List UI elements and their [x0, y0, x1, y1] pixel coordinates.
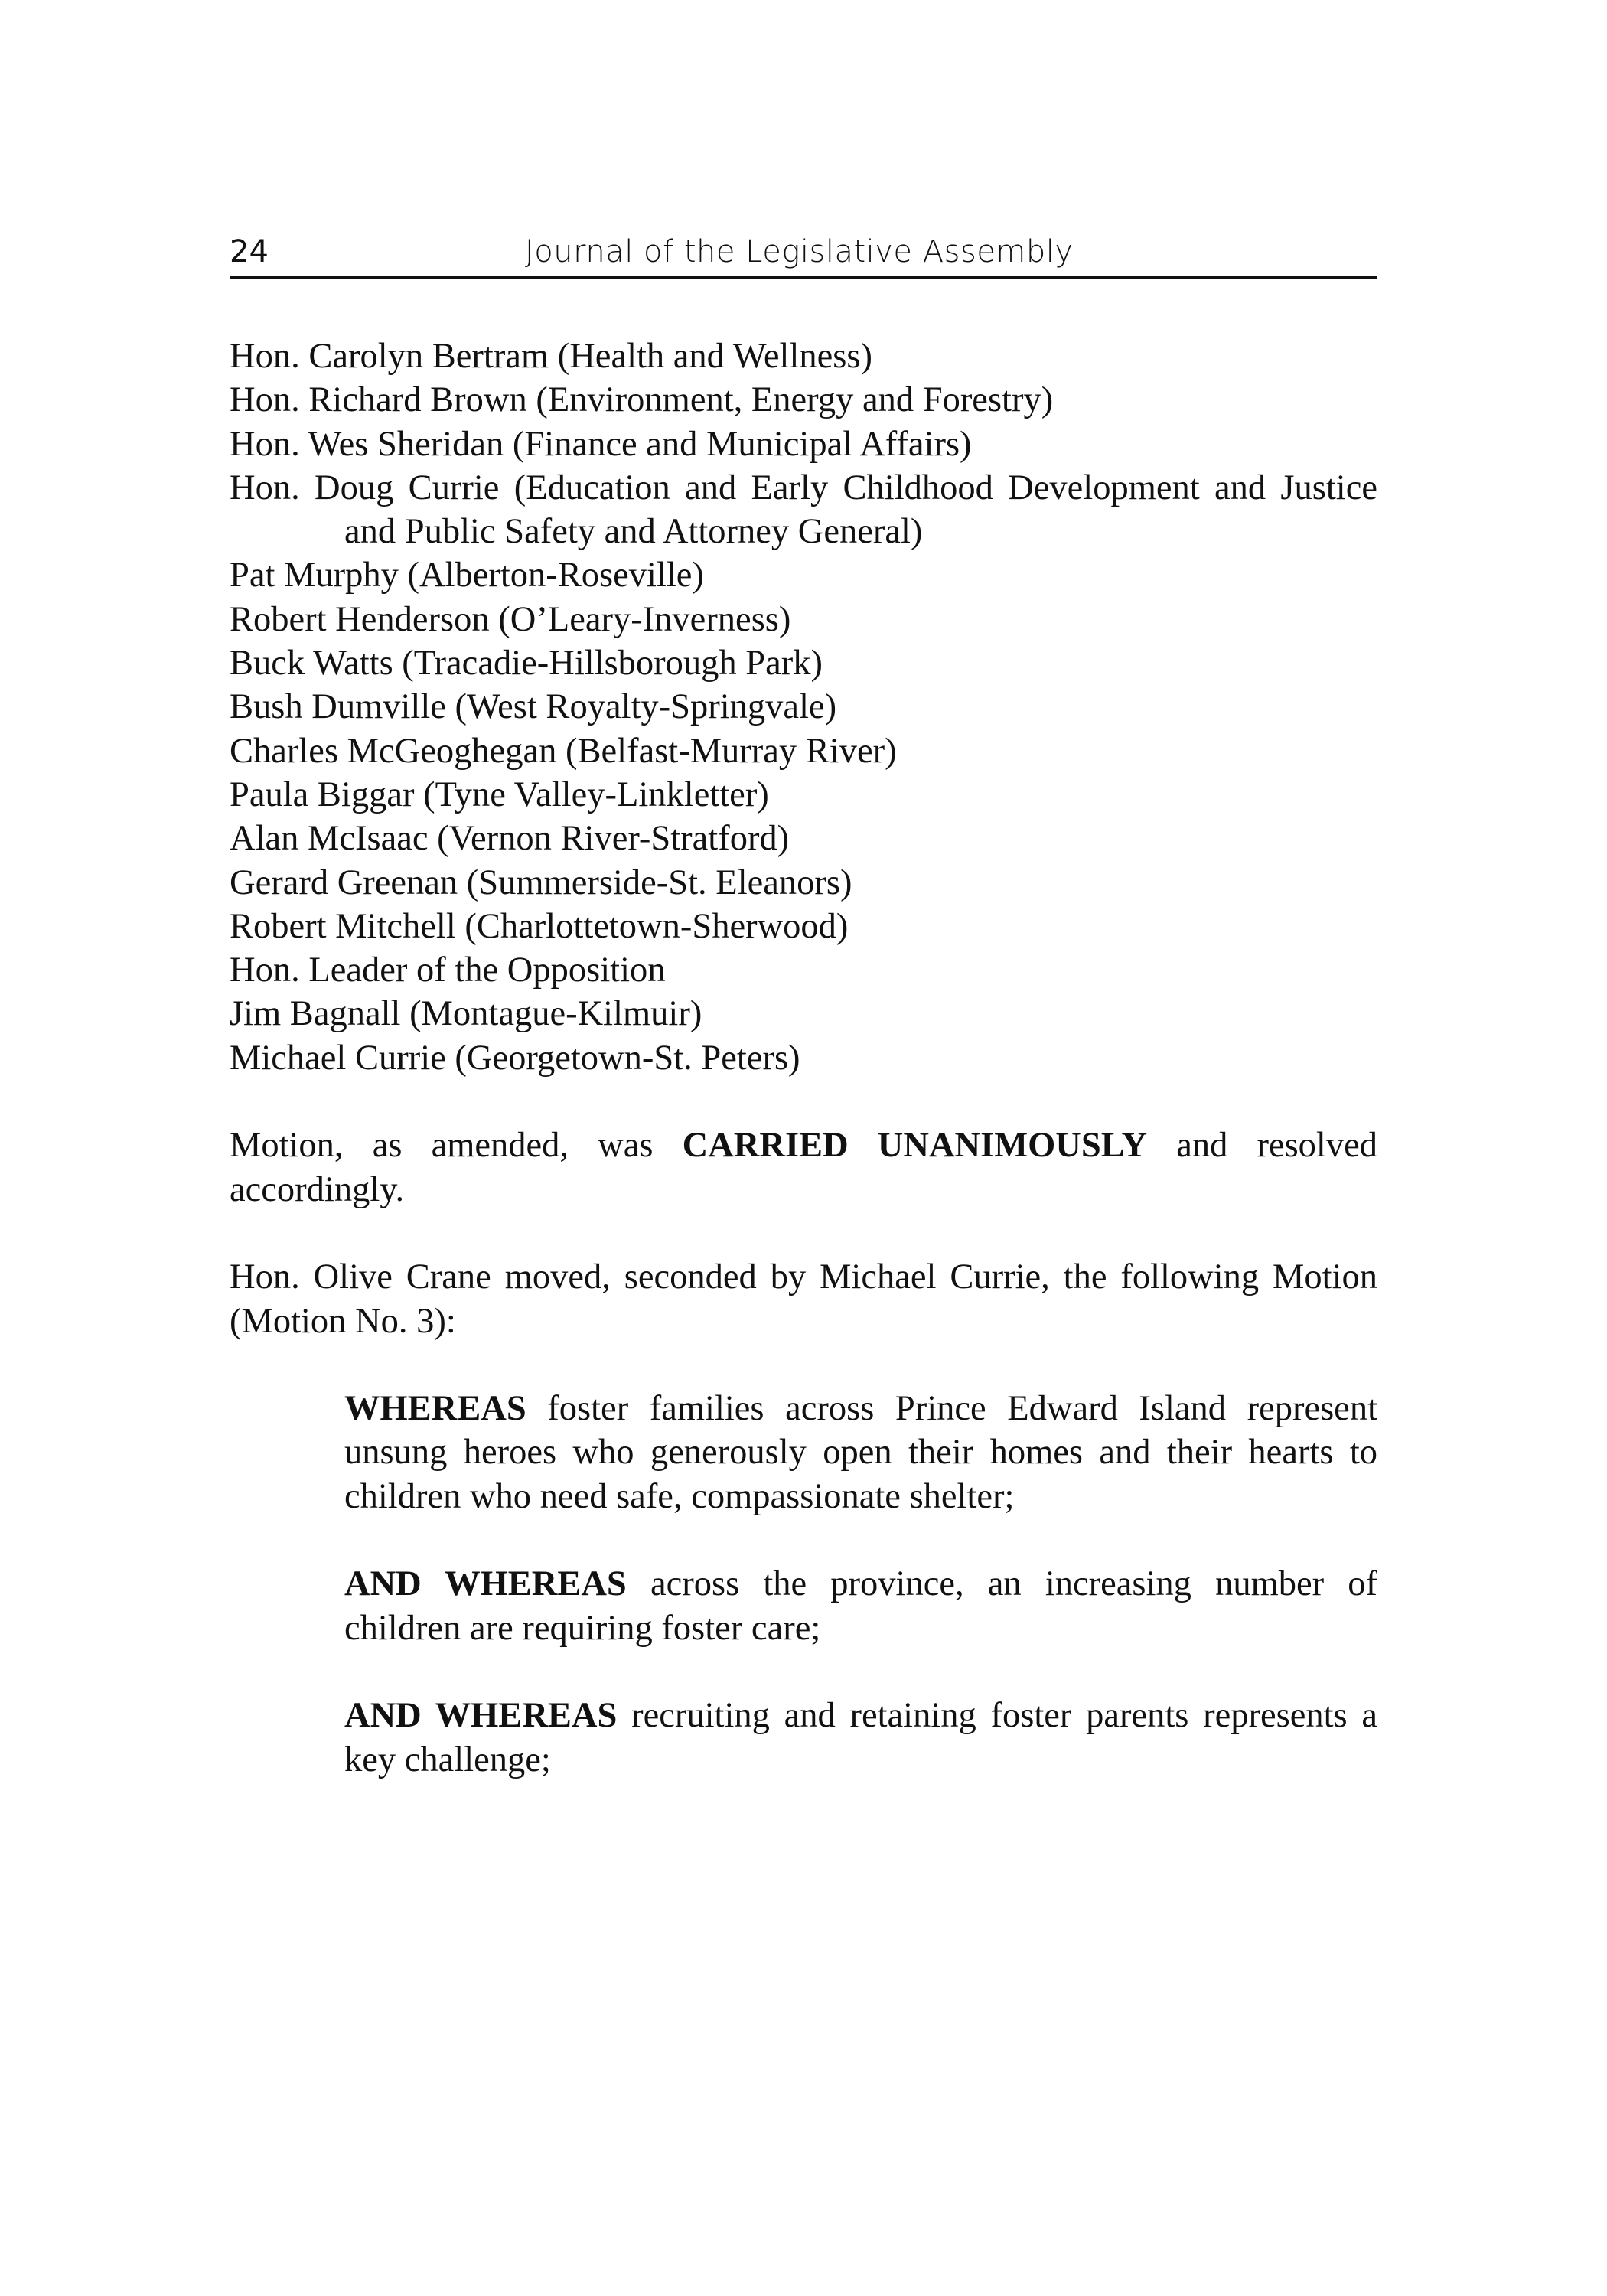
member-item: Paula Biggar (Tyne Valley-Linkletter): [230, 775, 769, 814]
resolution-lead: AND WHEREAS: [344, 1564, 627, 1604]
member-item: Hon. Doug Currie (Education and Early Childhood Development and Justice and Public Safety and Attorney General): [230, 468, 1377, 552]
member-item: Pat Murphy (Alberton-Roseville): [230, 556, 704, 595]
member-item: Hon. Carolyn Bertram (Health and Wellness): [230, 337, 872, 376]
resolution-text: recruiting and retaining foster parents represents a key challenge;: [344, 1696, 1378, 1779]
motion-result: [230, 1124, 1377, 1212]
member-item: Jim Bagnall (Montague-Kilmuir): [230, 994, 702, 1034]
resolution-clause: [344, 1694, 1377, 1782]
body-text: [230, 334, 1377, 1782]
member-item: Robert Henderson (O’Leary-Inverness): [230, 599, 791, 639]
member-item: Hon. Wes Sheridan (Finance and Municipal Affairs): [230, 424, 972, 464]
motion-result-emphasis: CARRIED UNANIMOUSLY: [682, 1126, 1148, 1166]
running-title: Journal of the Legislative Assembly: [525, 234, 1074, 269]
member-list: [230, 334, 1377, 1080]
motion-result-after: and resolved accordingly.: [230, 1126, 1377, 1209]
member-item: Bush Dumville (West Royalty-Springvale): [230, 687, 837, 727]
member-item: Hon. Leader of the Opposition: [230, 951, 666, 990]
member-item: Charles McGeoghegan (Belfast-Murray River): [230, 731, 897, 771]
member-item: Robert Mitchell (Charlottetown-Sherwood): [230, 906, 849, 946]
member-item: Gerard Greenan (Summerside-St. Eleanors): [230, 863, 852, 902]
member-item: Michael Currie (Georgetown-St. Peters): [230, 1038, 800, 1078]
resolution-text: foster families across Prince Edward Island represent unsung heroes who generously open their homes and their hearts to children who need safe, compassionate shelter;: [344, 1389, 1377, 1516]
motion-result-before: Motion, as amended, was: [230, 1126, 683, 1166]
resolution-text: across the province, an increasing number of children are requiring foster care;: [344, 1564, 1378, 1648]
member-item: Hon. Richard Brown (Environment, Energy and Forestry): [230, 380, 1054, 420]
member-item: Alan McIsaac (Vernon River-Stratford): [230, 819, 790, 859]
member-item: Buck Watts (Tracadie-Hillsborough Park): [230, 644, 823, 683]
page-number: 24: [230, 234, 269, 269]
resolution-clause: [344, 1387, 1377, 1518]
resolution-lead: WHEREAS: [344, 1389, 526, 1429]
motion-intro: Hon. Olive Crane moved, seconded by Michael Currie, the following Motion (Motion No. 3):: [230, 1257, 1377, 1341]
resolution-lead: AND WHEREAS: [344, 1696, 618, 1736]
resolution-clause: [344, 1562, 1377, 1650]
running-header: [230, 228, 1377, 279]
